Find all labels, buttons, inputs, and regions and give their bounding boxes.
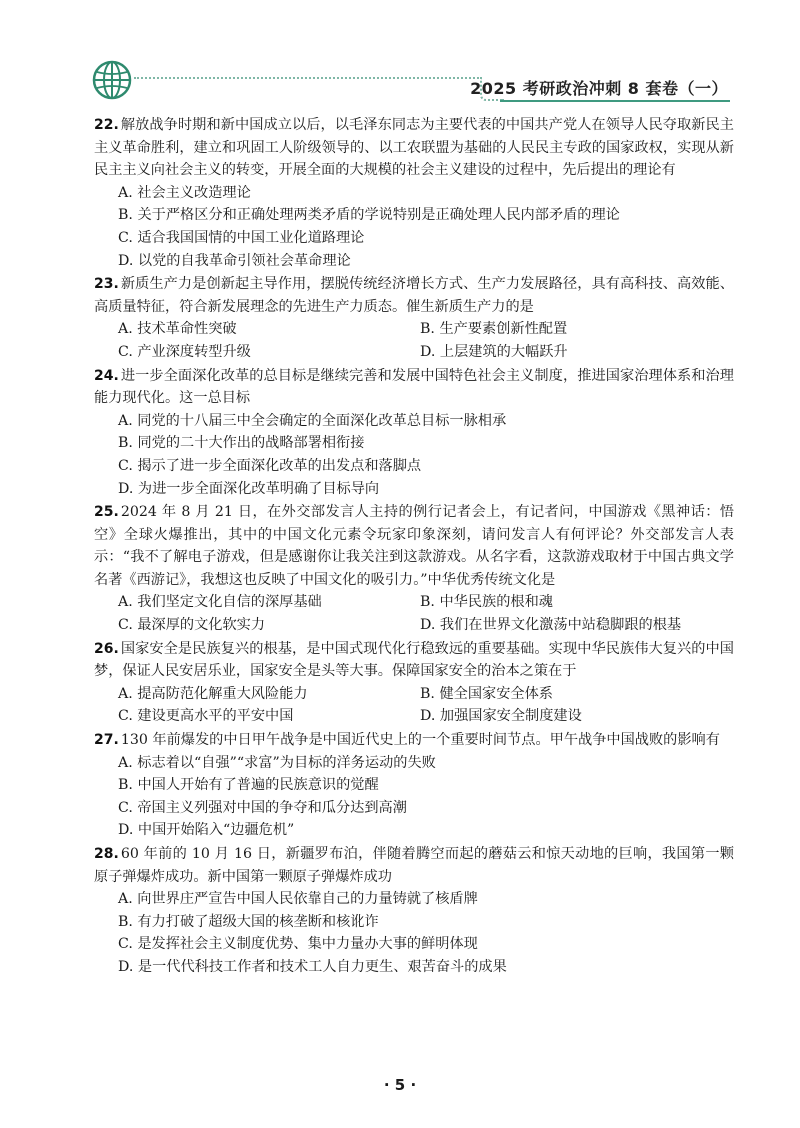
- option-d[interactable]: D. 中国开始陷入“边疆危机”: [118, 822, 295, 839]
- option-d[interactable]: D. 加强国家安全制度建设: [420, 708, 582, 725]
- option-c[interactable]: C. 是发挥社会主义制度优势、集中力量办大事的鲜明体现: [118, 936, 478, 953]
- question-stem: [94, 843, 734, 888]
- question-number: 28.: [94, 846, 119, 862]
- page-header: [0, 0, 800, 112]
- option-b[interactable]: B. 中华民族的根和魂: [420, 594, 553, 611]
- header-dotted-line: [134, 77, 482, 79]
- question-text: 国家安全是民族复兴的根基，是中国式现代化行稳致远的重要基础。实现中华民族伟大复兴的中国梦，保证人民安居乐业，国家安全是头等大事。保障国家安全的治本之策在于: [94, 640, 734, 680]
- options: [94, 182, 734, 272]
- option-a[interactable]: A. 提高防范化解重大风险能力: [118, 685, 308, 702]
- option-d[interactable]: D. 是一代代科技工作者和技术工人自力更生、艰苦奋斗的成果: [118, 958, 507, 975]
- question-number: 25.: [94, 504, 119, 521]
- question-text: 进一步全面深化改革的总目标是继续完善和发展中国特色社会主义制度，推进国家治理体系和治理能力现代化。这一总目标: [94, 367, 734, 407]
- options: [94, 410, 734, 500]
- option-c[interactable]: C. 适合我国国情的中国工业化道路理论: [118, 229, 365, 246]
- option-b[interactable]: B. 健全国家安全体系: [420, 685, 553, 702]
- option-c[interactable]: C. 最深厚的文化软实力: [118, 617, 266, 634]
- question-27: [94, 729, 734, 842]
- question-text: 2024 年 8 月 21 日，在外交部发言人主持的例行记者会上，有记者问，中国游戏《黑神话：悟空》全球火爆推出，其中的中国文化元素令玩家印象深刻，请问发言人有何评论？外交部发言人表示：“我不了解电子游戏，但是感谢你让我关注到这款游戏。从名字看，这款游戏取材于中国古典文学名著《西游记》，我想这也反映了中国文化的吸引力。”中华优秀传统文化是: [94, 504, 734, 588]
- question-text: 60 年前的 10 月 16 日，新疆罗布泊，伴随着腾空而起的蘑菇云和惊天动地的巨响，我国第一颗原子弹爆炸成功。新中国第一颗原子弹爆炸成功: [94, 846, 734, 885]
- option-b[interactable]: B. 同党的二十大作出的战略部署相衔接: [118, 435, 365, 452]
- question-number: 24.: [94, 367, 119, 384]
- option-d[interactable]: D. 我们在世界文化激荡中站稳脚跟的根基: [420, 617, 682, 634]
- option-b[interactable]: B. 关于严格区分和正确处理两类矛盾的学说特别是正确处理人民内部矛盾的理论: [118, 207, 620, 224]
- question-stem: [94, 729, 734, 752]
- option-c[interactable]: C. 揭示了进一步全面深化改革的出发点和落脚点: [118, 457, 422, 474]
- question-stem: [94, 114, 734, 182]
- option-d[interactable]: D. 以党的自我革命引领社会革命理论: [118, 252, 351, 269]
- question-text: 解放战争时期和新中国成立以后，以毛泽东同志为主要代表的中国共产党人在领导人民夺取新民主主义革命胜利，建立和巩固工人阶级领导的、以工农联盟为基础的人民民主专政的国家政权，实现从新民主主义向社会主义的转变，开展全面的大规模的社会主义建设的过程中，先后提出的理论有: [94, 117, 734, 179]
- page-number: · 5 ·: [383, 1076, 417, 1094]
- options: [94, 318, 734, 363]
- question-25: [94, 501, 734, 637]
- option-b[interactable]: B. 生产要素创新性配置: [420, 321, 568, 338]
- options: [94, 591, 734, 636]
- question-24: [94, 365, 734, 501]
- option-d[interactable]: D. 上层建筑的大幅跃升: [420, 343, 568, 360]
- option-a[interactable]: A. 向世界庄严宣告中国人民依靠自己的力量铸就了核盾牌: [118, 891, 478, 908]
- question-stem: [94, 501, 734, 591]
- option-b[interactable]: B. 中国人开始有了普遍的民族意识的觉醒: [118, 777, 379, 794]
- option-a[interactable]: A. 技术革命性突破: [118, 321, 237, 338]
- question-text: 130 年前爆发的中日甲午战争是中国近代史上的一个重要时间节点。甲午战争中国战败的影响有: [120, 732, 720, 749]
- option-a[interactable]: A. 同党的十八届三中全会确定的全面深化改革总目标一脉相承: [118, 412, 507, 429]
- options: [94, 752, 734, 842]
- options: [94, 683, 734, 728]
- question-number: 26.: [94, 640, 119, 657]
- question-stem: [94, 273, 734, 318]
- question-list: [94, 114, 734, 980]
- option-d[interactable]: D. 为进一步全面深化改革明确了目标导向: [118, 480, 380, 497]
- question-number: 22.: [94, 117, 119, 133]
- question-number: 23.: [94, 276, 119, 293]
- option-a[interactable]: A. 社会主义改造理论: [118, 184, 251, 201]
- option-c[interactable]: C. 产业深度转型升级: [118, 343, 251, 360]
- option-c[interactable]: C. 建设更高水平的平安中国: [118, 708, 294, 725]
- options: [94, 888, 734, 978]
- option-b[interactable]: B. 有力打破了超级大国的核垄断和核讹诈: [118, 913, 379, 930]
- option-a[interactable]: A. 标志着以“自强”“求富”为目标的洋务运动的失败: [118, 754, 436, 771]
- header-underline: [500, 100, 730, 102]
- globe-logo-icon: [92, 60, 132, 100]
- question-26: [94, 638, 734, 728]
- question-23: [94, 273, 734, 363]
- question-stem: [94, 638, 734, 683]
- exam-title: 2025 考研政治冲刺 8 套卷（一）: [470, 79, 728, 98]
- question-22: [94, 114, 734, 272]
- question-text: 新质生产力是创新起主导作用，摆脱传统经济增长方式、生产力发展路径，具有高科技、高效能、高质量特征，符合新发展理念的先进生产力质态。催生新质生产力的是: [94, 276, 734, 315]
- question-28: [94, 843, 734, 979]
- question-number: 27.: [94, 732, 119, 749]
- option-a[interactable]: A. 我们坚定文化自信的深厚基础: [118, 594, 322, 611]
- question-stem: [94, 365, 734, 410]
- option-c[interactable]: C. 帝国主义列强对中国的争夺和瓜分达到高潮: [118, 799, 407, 816]
